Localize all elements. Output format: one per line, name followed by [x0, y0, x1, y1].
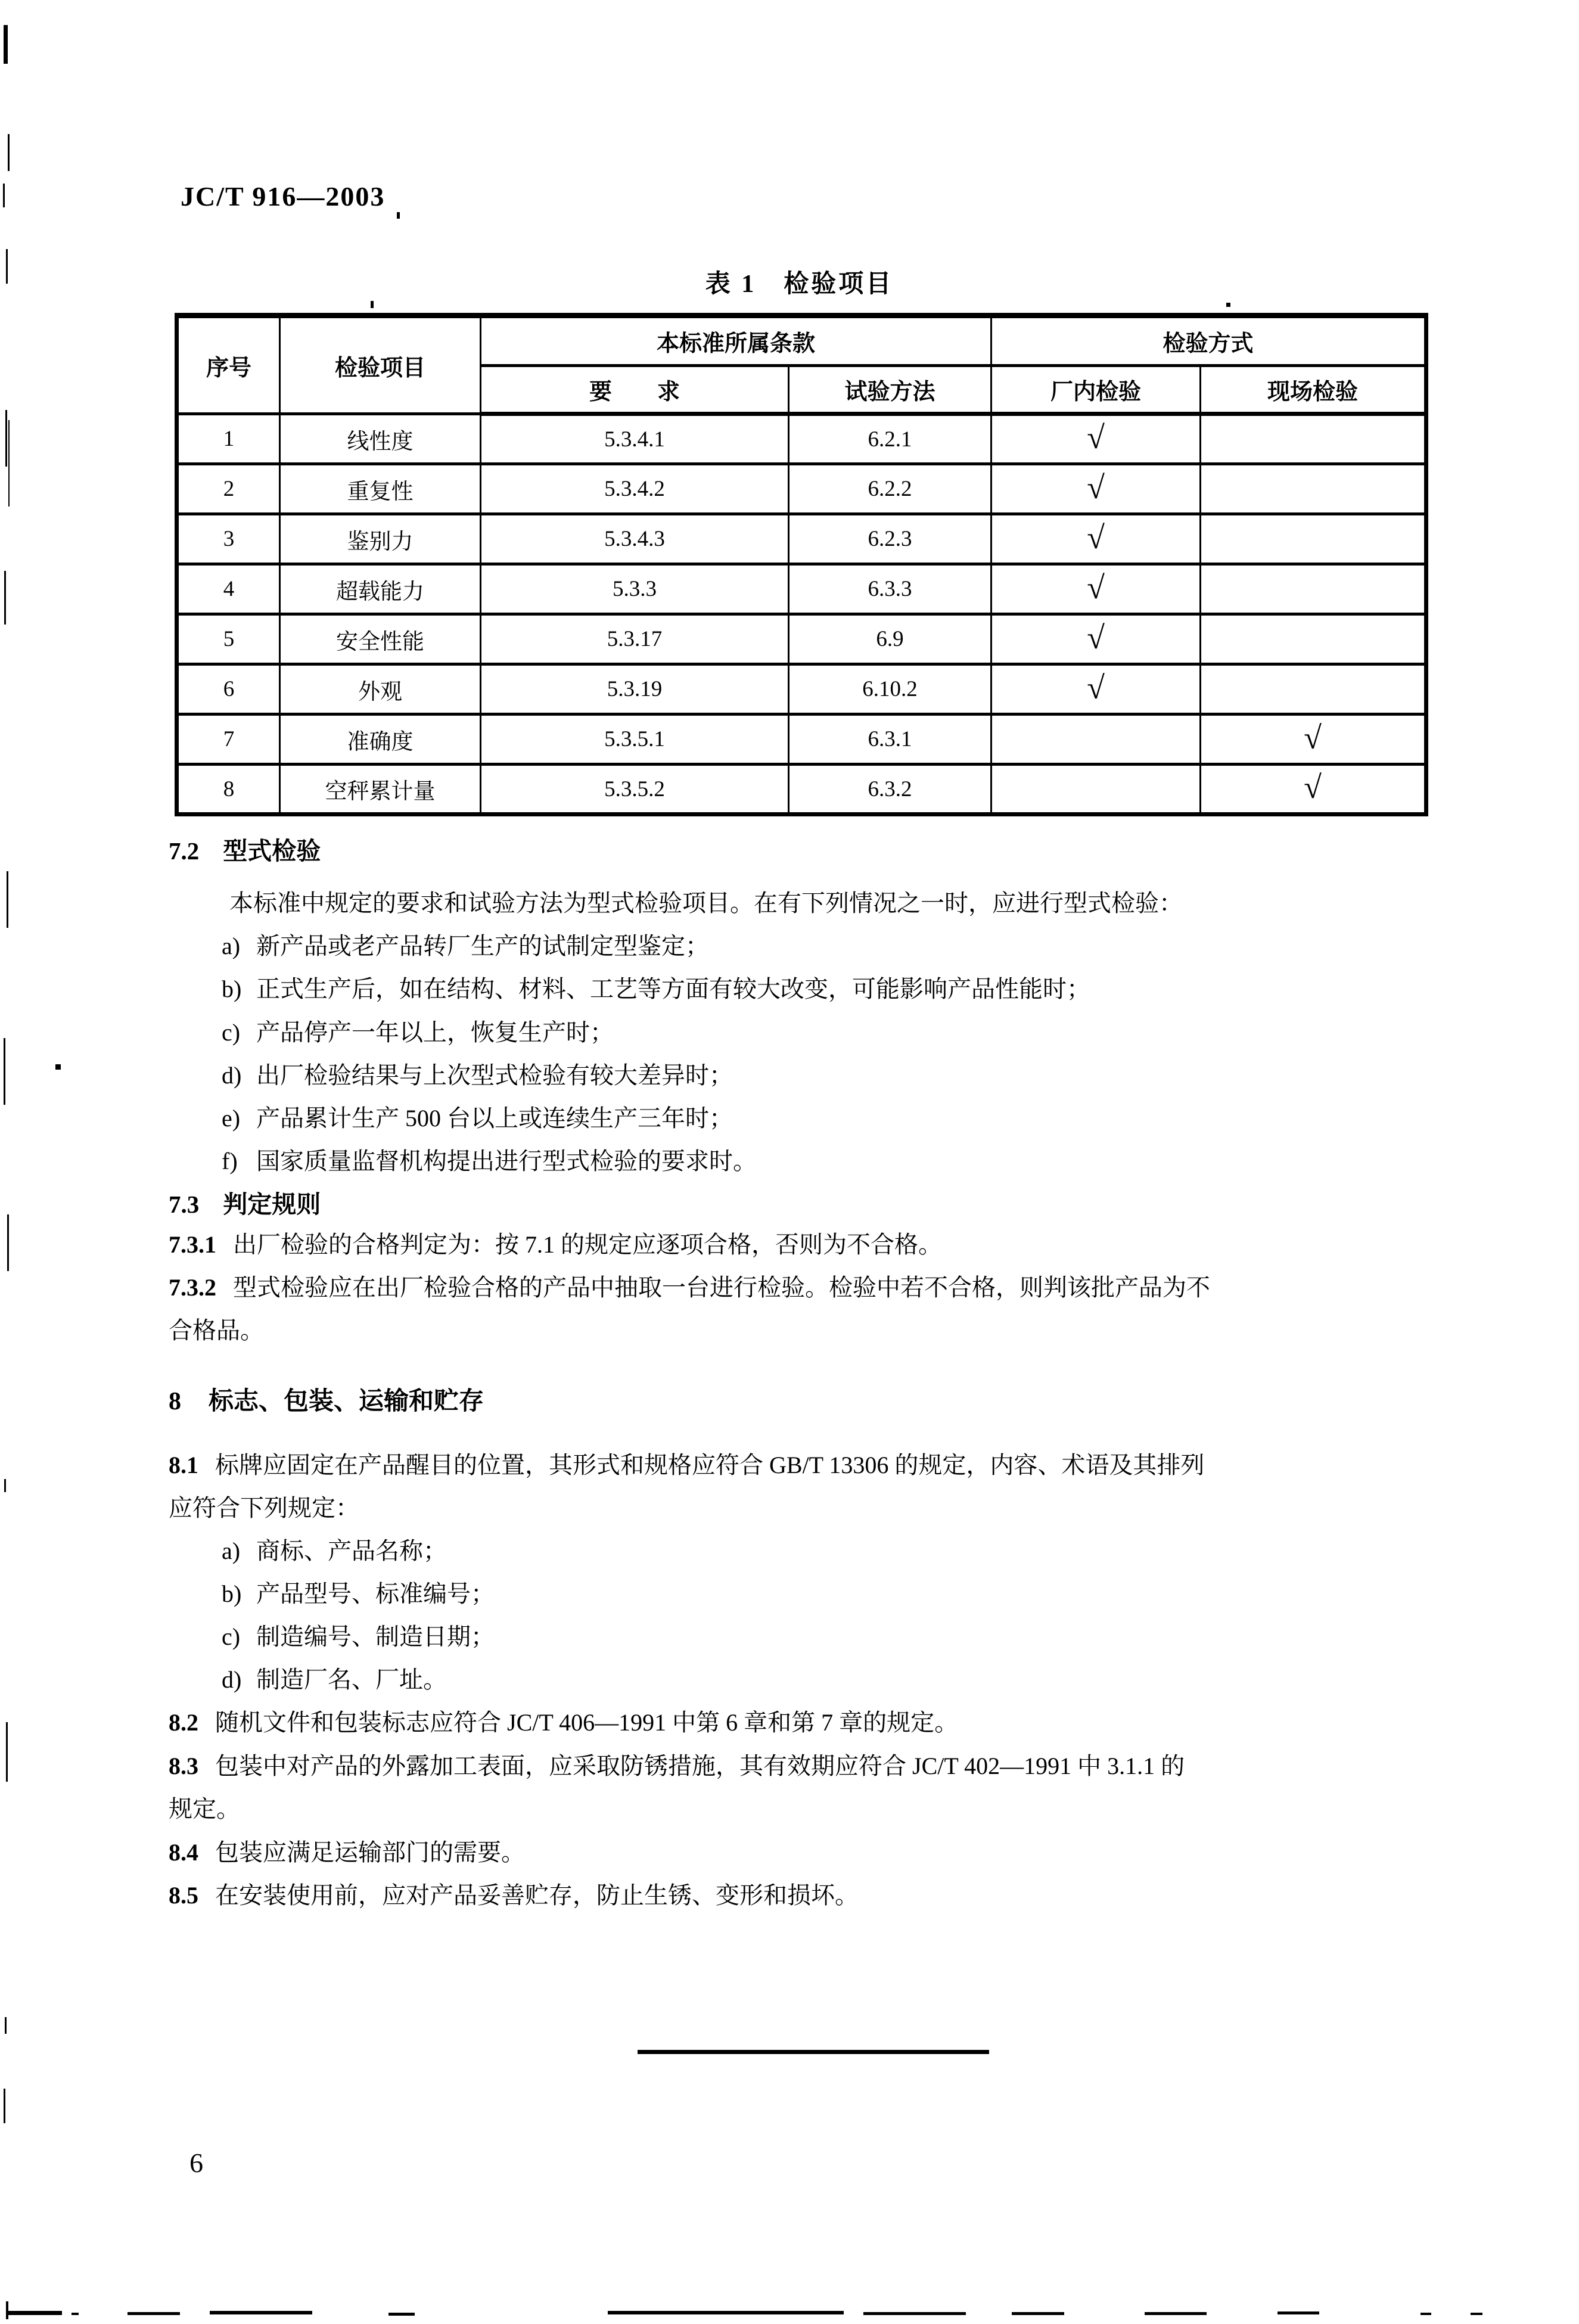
- scan-artifact: [1145, 2312, 1207, 2315]
- clause-text: 型式检验应在出厂检验合格的产品中抽取一台进行检验。检验中若不合格，则判该批产品为不: [233, 1274, 1210, 1301]
- cell-factory: [991, 714, 1201, 765]
- cell-factory: [991, 414, 1201, 464]
- list-item-d: [222, 1062, 733, 1089]
- table-row: [177, 765, 1426, 815]
- cell-method: 6.2.2: [789, 464, 991, 514]
- scan-artifact: [72, 2313, 79, 2315]
- list-item-8c: [222, 1623, 495, 1651]
- cell-req: 5.3.5.2: [481, 765, 789, 815]
- section-7-2-intro: 本标准中规定的要求和试验方法为型式检验项目。在有下列情况之一时，应进行型式检验：: [229, 890, 1183, 916]
- clause-number: 7.3.2: [169, 1274, 216, 1301]
- table-row: [177, 414, 1426, 464]
- cell-seq: 8: [177, 765, 280, 815]
- cell-item: 线性度: [280, 414, 481, 464]
- clause-8-1-line1: [169, 1452, 1204, 1479]
- scan-artifact: [7, 1214, 9, 1271]
- clause-number: 8.5: [169, 1882, 198, 1909]
- check-mark: √: [1087, 469, 1105, 505]
- scan-artifact: [6, 249, 8, 284]
- list-item-label: a): [222, 1537, 241, 1564]
- scan-artifact: [863, 2312, 966, 2315]
- cell-method: 6.9: [789, 614, 991, 664]
- cell-site: [1201, 464, 1426, 514]
- cell-factory: [991, 664, 1201, 714]
- check-mark: √: [1087, 519, 1105, 555]
- table-row: [177, 614, 1426, 664]
- cell-site: [1201, 664, 1426, 714]
- list-item-text: 国家质量监督机构提出进行型式检验的要求时。: [256, 1148, 757, 1175]
- cell-seq: 4: [177, 564, 280, 614]
- clause-text: 在安装使用前，应对产品妥善贮存，防止生锈、变形和损坏。: [215, 1882, 859, 1909]
- check-mark: √: [1304, 719, 1322, 756]
- section-7-3-heading: [169, 1191, 321, 1219]
- scan-artifact: [1421, 2313, 1431, 2315]
- end-of-document-rule: [638, 2050, 989, 2054]
- list-item-text: 出厂检验结果与上次型式检验有较大差异时；: [256, 1062, 733, 1089]
- list-item-8d: [222, 1666, 447, 1694]
- clause-title: 型式检验: [223, 837, 321, 865]
- clause-text: 随机文件和包装标志应符合 JC/T 406—1991 中第 6 章和第 7 章的规定。: [215, 1709, 959, 1736]
- scan-artifact: [5, 410, 7, 467]
- scan-artifact: [210, 2311, 312, 2314]
- check-mark: √: [1087, 669, 1105, 706]
- table-row: [177, 714, 1426, 765]
- check-mark: √: [1304, 769, 1322, 805]
- list-item-a: [222, 933, 709, 960]
- cell-factory: [991, 614, 1201, 664]
- scan-artifact: [1012, 2312, 1064, 2315]
- cell-method: 6.10.2: [789, 664, 991, 714]
- col-header-seq: 序号: [177, 316, 280, 414]
- clause-number: 8.2: [169, 1709, 198, 1736]
- table-title: 表 1 检验项目: [705, 271, 894, 298]
- scan-artifact: [4, 2089, 5, 2123]
- col-header-requirement: 要 求: [481, 366, 789, 414]
- clause-8-3-line1: [169, 1753, 1185, 1780]
- scan-artifact: [7, 871, 8, 928]
- col-header-item: 检验项目: [280, 316, 481, 414]
- inspection-items-table: [175, 313, 1428, 816]
- cell-site: [1201, 514, 1426, 564]
- scan-artifact: [8, 2311, 62, 2315]
- cell-req: 5.3.4.1: [481, 414, 789, 464]
- clause-7-3-1: [169, 1231, 942, 1259]
- table-row: [177, 564, 1426, 614]
- scan-artifact: [6, 1722, 8, 1782]
- cell-site: [1201, 414, 1426, 464]
- list-item-label: c): [222, 1623, 241, 1650]
- cell-item: 鉴别力: [280, 514, 481, 564]
- scan-artifact: [388, 2313, 415, 2316]
- clause-number: 8.4: [169, 1839, 198, 1866]
- list-item-label: b): [222, 1580, 242, 1607]
- check-mark: √: [1087, 420, 1105, 455]
- section-7-2-heading: [169, 837, 321, 865]
- list-item-label: f): [222, 1148, 238, 1175]
- list-item-text: 产品型号、标准编号；: [256, 1580, 495, 1607]
- cell-seq: 7: [177, 714, 280, 765]
- list-item-label: e): [222, 1105, 241, 1132]
- list-item-label: d): [222, 1062, 242, 1089]
- table-row: [177, 464, 1426, 514]
- cell-req: 5.3.4.2: [481, 464, 789, 514]
- list-item-label: b): [222, 975, 242, 1002]
- clause-7-3-2-line1: [169, 1274, 1210, 1301]
- clause-number: 7.2: [169, 837, 200, 865]
- list-item-8a: [222, 1537, 447, 1565]
- cell-req: 5.3.17: [481, 614, 789, 664]
- clause-number: 8: [169, 1388, 181, 1415]
- section-8-heading: [169, 1387, 484, 1416]
- cell-item: 重复性: [280, 464, 481, 514]
- scan-artifact: [55, 1064, 61, 1070]
- table-row: [177, 664, 1426, 714]
- clause-8-3-line2: 规定。: [169, 1795, 240, 1822]
- cell-method: 6.3.1: [789, 714, 991, 765]
- clause-title: 判定规则: [223, 1191, 321, 1218]
- cell-factory: [991, 564, 1201, 614]
- cell-seq: 3: [177, 514, 280, 564]
- scan-artifact: [8, 134, 10, 171]
- clause-text: 包装应满足运输部门的需要。: [215, 1839, 525, 1866]
- table-header-row-1: [177, 316, 1426, 366]
- cell-site: [1201, 714, 1426, 765]
- list-item-8b: [222, 1580, 495, 1608]
- scan-artifact: [371, 301, 374, 308]
- cell-factory: [991, 765, 1201, 815]
- cell-factory: [991, 514, 1201, 564]
- cell-site: [1201, 614, 1426, 664]
- clause-title: 标志、包装、运输和贮存: [209, 1388, 484, 1415]
- cell-item: 空秤累计量: [280, 765, 481, 815]
- clause-8-4: [169, 1839, 525, 1866]
- scan-artifact: [4, 25, 8, 64]
- list-item-label: a): [222, 933, 241, 959]
- cell-method: 6.3.3: [789, 564, 991, 614]
- cell-site: [1201, 564, 1426, 614]
- cell-req: 5.3.5.1: [481, 714, 789, 765]
- cell-factory: [991, 464, 1201, 514]
- scan-artifact: [1471, 2313, 1482, 2315]
- table-row: [177, 514, 1426, 564]
- check-mark: √: [1087, 619, 1105, 655]
- scan-artifact: [4, 571, 6, 625]
- cell-seq: 5: [177, 614, 280, 664]
- list-item-text: 新产品或老产品转厂生产的试制定型鉴定；: [256, 933, 709, 959]
- list-item-text: 制造厂名、厂址。: [256, 1666, 447, 1693]
- clause-number: 7.3.1: [169, 1231, 216, 1258]
- clause-text: 出厂检验的合格判定为：按 7.1 的规定应逐项合格，否则为不合格。: [233, 1231, 942, 1258]
- list-item-f: [222, 1148, 757, 1175]
- list-item-text: 正式生产后，如在结构、材料、工艺等方面有较大改变，可能影响产品性能时；: [256, 975, 1090, 1002]
- cell-item: 超载能力: [280, 564, 481, 614]
- cell-method: 6.2.3: [789, 514, 991, 564]
- cell-req: 5.3.19: [481, 664, 789, 714]
- cell-item: 准确度: [280, 714, 481, 765]
- cell-req: 5.3.4.3: [481, 514, 789, 564]
- page-number: 6: [189, 2148, 203, 2178]
- cell-item: 安全性能: [280, 614, 481, 664]
- clause-number: 8.1: [169, 1452, 198, 1478]
- scan-artifact: [4, 1479, 6, 1492]
- cell-method: 6.2.1: [789, 414, 991, 464]
- list-item-label: d): [222, 1666, 242, 1693]
- list-item-b: [222, 975, 1090, 1003]
- cell-seq: 6: [177, 664, 280, 714]
- clause-text: 标牌应固定在产品醒目的位置，其形式和规格应符合 GB/T 13306 的规定，内容、术语及其排列: [215, 1452, 1205, 1478]
- scan-artifact: [1226, 303, 1230, 307]
- list-item-text: 产品累计生产 500 台以上或连续生产三年时；: [256, 1105, 733, 1132]
- list-item-text: 商标、产品名称；: [256, 1537, 447, 1564]
- clause-number: 8.3: [169, 1753, 198, 1779]
- clause-8-2: [169, 1709, 958, 1736]
- clause-7-3-2-line2: 合格品。: [169, 1317, 264, 1344]
- scan-artifact: [608, 2311, 844, 2314]
- list-item-e: [222, 1105, 733, 1132]
- col-header-site: 现场检验: [1201, 366, 1426, 414]
- check-mark: √: [1087, 569, 1105, 605]
- scan-artifact: [6, 2301, 8, 2319]
- col-header-factory: 厂内检验: [991, 366, 1201, 414]
- scan-artifact: [397, 212, 400, 219]
- list-item-text: 产品停产一年以上，恢复生产时；: [256, 1019, 614, 1046]
- clause-8-1-line2: 应符合下列规定：: [169, 1495, 359, 1521]
- cell-seq: 1: [177, 414, 280, 464]
- clause-number: 7.3: [169, 1191, 200, 1218]
- clause-text: 包装中对产品的外露加工表面，应采取防锈措施，其有效期应符合 JC/T 402—1991 中 3.1.1 的: [215, 1753, 1185, 1779]
- scan-artifact: [5, 2017, 7, 2034]
- list-item-text: 制造编号、制造日期；: [256, 1623, 495, 1650]
- scan-artifact: [8, 420, 10, 507]
- scan-artifact: [4, 1038, 5, 1105]
- cell-seq: 2: [177, 464, 280, 514]
- col-header-mode-group: 检验方式: [991, 316, 1426, 366]
- list-item-c: [222, 1019, 614, 1046]
- cell-method: 6.3.2: [789, 765, 991, 815]
- cell-item: 外观: [280, 664, 481, 714]
- standard-number: JC/T 916—2003: [181, 181, 386, 212]
- scan-artifact: [128, 2312, 180, 2315]
- scan-artifact: [3, 184, 5, 207]
- scan-artifact: [1278, 2311, 1319, 2314]
- col-header-clause-group: 本标准所属条款: [481, 316, 991, 366]
- cell-req: 5.3.3: [481, 564, 789, 614]
- list-item-label: c): [222, 1019, 241, 1046]
- cell-site: [1201, 765, 1426, 815]
- clause-8-5: [169, 1882, 859, 1909]
- col-header-test-method: 试验方法: [789, 366, 991, 414]
